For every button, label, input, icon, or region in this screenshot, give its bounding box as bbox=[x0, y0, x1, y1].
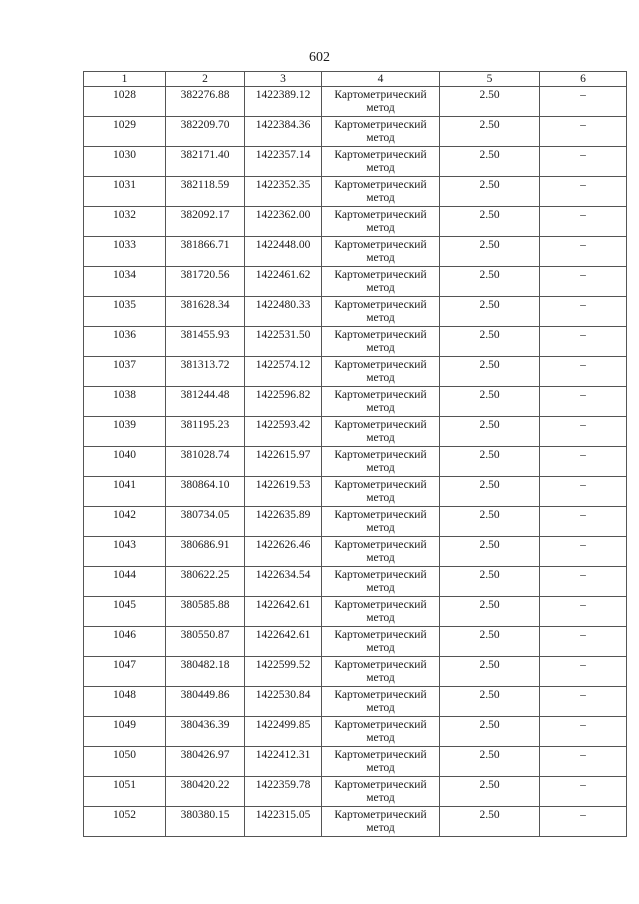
x-coordinate-cell: 382092.17 bbox=[166, 207, 245, 237]
point-number-cell: 1041 bbox=[84, 477, 166, 507]
note-cell: – bbox=[540, 207, 627, 237]
table-row bbox=[84, 747, 627, 777]
point-number-cell: 1036 bbox=[84, 327, 166, 357]
method-cell: Картометрический метод bbox=[322, 87, 440, 117]
point-number-cell: 1051 bbox=[84, 777, 166, 807]
point-number-cell: 1031 bbox=[84, 177, 166, 207]
x-coordinate-cell: 381628.34 bbox=[166, 297, 245, 327]
y-coordinate-cell: 1422357.14 bbox=[245, 147, 322, 177]
table-row bbox=[84, 267, 627, 297]
table-row bbox=[84, 567, 627, 597]
point-number-cell: 1038 bbox=[84, 387, 166, 417]
point-number-cell: 1044 bbox=[84, 567, 166, 597]
method-cell: Картометрический метод bbox=[322, 267, 440, 297]
note-cell: – bbox=[540, 507, 627, 537]
note-cell: – bbox=[540, 447, 627, 477]
method-cell: Картометрический метод bbox=[322, 147, 440, 177]
table-row bbox=[84, 657, 627, 687]
table-row bbox=[84, 627, 627, 657]
point-number-cell: 1028 bbox=[84, 87, 166, 117]
x-coordinate-cell: 380420.22 bbox=[166, 777, 245, 807]
note-cell: – bbox=[540, 267, 627, 297]
point-number-cell: 1037 bbox=[84, 357, 166, 387]
method-cell: Картометрический метод bbox=[322, 357, 440, 387]
note-cell: – bbox=[540, 537, 627, 567]
accuracy-cell: 2.50 bbox=[440, 207, 540, 237]
accuracy-cell: 2.50 bbox=[440, 567, 540, 597]
point-number-cell: 1030 bbox=[84, 147, 166, 177]
header-col-1: 1 bbox=[84, 72, 166, 87]
y-coordinate-cell: 1422593.42 bbox=[245, 417, 322, 447]
note-cell: – bbox=[540, 417, 627, 447]
accuracy-cell: 2.50 bbox=[440, 777, 540, 807]
table-row bbox=[84, 87, 627, 117]
y-coordinate-cell: 1422412.31 bbox=[245, 747, 322, 777]
accuracy-cell: 2.50 bbox=[440, 327, 540, 357]
x-coordinate-cell: 380550.87 bbox=[166, 627, 245, 657]
table-row bbox=[84, 237, 627, 267]
method-cell: Картометрический метод bbox=[322, 327, 440, 357]
point-number-cell: 1042 bbox=[84, 507, 166, 537]
accuracy-cell: 2.50 bbox=[440, 417, 540, 447]
accuracy-cell: 2.50 bbox=[440, 447, 540, 477]
method-cell: Картометрический метод bbox=[322, 297, 440, 327]
table-row bbox=[84, 537, 627, 567]
point-number-cell: 1052 bbox=[84, 807, 166, 837]
y-coordinate-cell: 1422461.62 bbox=[245, 267, 322, 297]
note-cell: – bbox=[540, 627, 627, 657]
accuracy-cell: 2.50 bbox=[440, 627, 540, 657]
x-coordinate-cell: 381720.56 bbox=[166, 267, 245, 297]
x-coordinate-cell: 380686.91 bbox=[166, 537, 245, 567]
point-number-cell: 1034 bbox=[84, 267, 166, 297]
x-coordinate-cell: 380449.86 bbox=[166, 687, 245, 717]
table-row bbox=[84, 117, 627, 147]
note-cell: – bbox=[540, 147, 627, 177]
header-col-2: 2 bbox=[166, 72, 245, 87]
accuracy-cell: 2.50 bbox=[440, 687, 540, 717]
note-cell: – bbox=[540, 387, 627, 417]
x-coordinate-cell: 380380.15 bbox=[166, 807, 245, 837]
y-coordinate-cell: 1422599.52 bbox=[245, 657, 322, 687]
point-number-cell: 1050 bbox=[84, 747, 166, 777]
point-number-cell: 1033 bbox=[84, 237, 166, 267]
note-cell: – bbox=[540, 357, 627, 387]
accuracy-cell: 2.50 bbox=[440, 807, 540, 837]
point-number-cell: 1032 bbox=[84, 207, 166, 237]
point-number-cell: 1040 bbox=[84, 447, 166, 477]
method-cell: Картометрический метод bbox=[322, 447, 440, 477]
method-cell: Картометрический метод bbox=[322, 777, 440, 807]
accuracy-cell: 2.50 bbox=[440, 507, 540, 537]
y-coordinate-cell: 1422615.97 bbox=[245, 447, 322, 477]
x-coordinate-cell: 380622.25 bbox=[166, 567, 245, 597]
accuracy-cell: 2.50 bbox=[440, 387, 540, 417]
y-coordinate-cell: 1422642.61 bbox=[245, 627, 322, 657]
method-cell: Картометрический метод bbox=[322, 717, 440, 747]
point-number-cell: 1045 bbox=[84, 597, 166, 627]
y-coordinate-cell: 1422384.36 bbox=[245, 117, 322, 147]
accuracy-cell: 2.50 bbox=[440, 717, 540, 747]
header-col-3: 3 bbox=[245, 72, 322, 87]
x-coordinate-cell: 382171.40 bbox=[166, 147, 245, 177]
note-cell: – bbox=[540, 237, 627, 267]
point-number-cell: 1048 bbox=[84, 687, 166, 717]
y-coordinate-cell: 1422530.84 bbox=[245, 687, 322, 717]
x-coordinate-cell: 380482.18 bbox=[166, 657, 245, 687]
point-number-cell: 1035 bbox=[84, 297, 166, 327]
table-row bbox=[84, 687, 627, 717]
note-cell: – bbox=[540, 327, 627, 357]
x-coordinate-cell: 381455.93 bbox=[166, 327, 245, 357]
accuracy-cell: 2.50 bbox=[440, 747, 540, 777]
point-number-cell: 1047 bbox=[84, 657, 166, 687]
accuracy-cell: 2.50 bbox=[440, 537, 540, 567]
table-row bbox=[84, 477, 627, 507]
x-coordinate-cell: 381313.72 bbox=[166, 357, 245, 387]
x-coordinate-cell: 380864.10 bbox=[166, 477, 245, 507]
method-cell: Картометрический метод bbox=[322, 177, 440, 207]
coordinates-table bbox=[83, 71, 627, 837]
method-cell: Картометрический метод bbox=[322, 537, 440, 567]
x-coordinate-cell: 382209.70 bbox=[166, 117, 245, 147]
note-cell: – bbox=[540, 117, 627, 147]
x-coordinate-cell: 380734.05 bbox=[166, 507, 245, 537]
accuracy-cell: 2.50 bbox=[440, 237, 540, 267]
accuracy-cell: 2.50 bbox=[440, 177, 540, 207]
table-row bbox=[84, 507, 627, 537]
method-cell: Картометрический метод bbox=[322, 387, 440, 417]
point-number-cell: 1046 bbox=[84, 627, 166, 657]
method-cell: Картометрический метод bbox=[322, 807, 440, 837]
method-cell: Картометрический метод bbox=[322, 657, 440, 687]
point-number-cell: 1029 bbox=[84, 117, 166, 147]
x-coordinate-cell: 382118.59 bbox=[166, 177, 245, 207]
point-number-cell: 1049 bbox=[84, 717, 166, 747]
y-coordinate-cell: 1422315.05 bbox=[245, 807, 322, 837]
y-coordinate-cell: 1422596.82 bbox=[245, 387, 322, 417]
y-coordinate-cell: 1422480.33 bbox=[245, 297, 322, 327]
table-row bbox=[84, 147, 627, 177]
note-cell: – bbox=[540, 597, 627, 627]
method-cell: Картометрический метод bbox=[322, 747, 440, 777]
table-row bbox=[84, 177, 627, 207]
header-col-4: 4 bbox=[322, 72, 440, 87]
x-coordinate-cell: 380585.88 bbox=[166, 597, 245, 627]
table-row bbox=[84, 777, 627, 807]
table-body bbox=[84, 87, 627, 837]
note-cell: – bbox=[540, 297, 627, 327]
x-coordinate-cell: 381028.74 bbox=[166, 447, 245, 477]
y-coordinate-cell: 1422635.89 bbox=[245, 507, 322, 537]
method-cell: Картометрический метод bbox=[322, 507, 440, 537]
page-number: 602 bbox=[309, 50, 330, 65]
table-row bbox=[84, 807, 627, 837]
note-cell: – bbox=[540, 177, 627, 207]
x-coordinate-cell: 381244.48 bbox=[166, 387, 245, 417]
y-coordinate-cell: 1422619.53 bbox=[245, 477, 322, 507]
method-cell: Картометрический метод bbox=[322, 207, 440, 237]
method-cell: Картометрический метод bbox=[322, 477, 440, 507]
y-coordinate-cell: 1422531.50 bbox=[245, 327, 322, 357]
y-coordinate-cell: 1422352.35 bbox=[245, 177, 322, 207]
header-col-6: 6 bbox=[540, 72, 627, 87]
table-row bbox=[84, 447, 627, 477]
accuracy-cell: 2.50 bbox=[440, 477, 540, 507]
table-row bbox=[84, 717, 627, 747]
y-coordinate-cell: 1422359.78 bbox=[245, 777, 322, 807]
accuracy-cell: 2.50 bbox=[440, 117, 540, 147]
accuracy-cell: 2.50 bbox=[440, 147, 540, 177]
note-cell: – bbox=[540, 687, 627, 717]
note-cell: – bbox=[540, 747, 627, 777]
method-cell: Картометрический метод bbox=[322, 117, 440, 147]
y-coordinate-cell: 1422574.12 bbox=[245, 357, 322, 387]
note-cell: – bbox=[540, 807, 627, 837]
y-coordinate-cell: 1422642.61 bbox=[245, 597, 322, 627]
table-row bbox=[84, 207, 627, 237]
method-cell: Картометрический метод bbox=[322, 597, 440, 627]
note-cell: – bbox=[540, 567, 627, 597]
accuracy-cell: 2.50 bbox=[440, 657, 540, 687]
table-row bbox=[84, 597, 627, 627]
accuracy-cell: 2.50 bbox=[440, 597, 540, 627]
table-row bbox=[84, 387, 627, 417]
x-coordinate-cell: 382276.88 bbox=[166, 87, 245, 117]
method-cell: Картометрический метод bbox=[322, 237, 440, 267]
table-row bbox=[84, 327, 627, 357]
point-number-cell: 1039 bbox=[84, 417, 166, 447]
y-coordinate-cell: 1422362.00 bbox=[245, 207, 322, 237]
point-number-cell: 1043 bbox=[84, 537, 166, 567]
note-cell: – bbox=[540, 657, 627, 687]
method-cell: Картометрический метод bbox=[322, 687, 440, 717]
header-col-5: 5 bbox=[440, 72, 540, 87]
y-coordinate-cell: 1422626.46 bbox=[245, 537, 322, 567]
y-coordinate-cell: 1422448.00 bbox=[245, 237, 322, 267]
table-row bbox=[84, 357, 627, 387]
x-coordinate-cell: 381866.71 bbox=[166, 237, 245, 267]
note-cell: – bbox=[540, 717, 627, 747]
note-cell: – bbox=[540, 777, 627, 807]
table-row bbox=[84, 417, 627, 447]
y-coordinate-cell: 1422634.54 bbox=[245, 567, 322, 597]
method-cell: Картометрический метод bbox=[322, 417, 440, 447]
method-cell: Картометрический метод bbox=[322, 627, 440, 657]
y-coordinate-cell: 1422499.85 bbox=[245, 717, 322, 747]
x-coordinate-cell: 380436.39 bbox=[166, 717, 245, 747]
x-coordinate-cell: 380426.97 bbox=[166, 747, 245, 777]
accuracy-cell: 2.50 bbox=[440, 357, 540, 387]
x-coordinate-cell: 381195.23 bbox=[166, 417, 245, 447]
method-cell: Картометрический метод bbox=[322, 567, 440, 597]
table-row bbox=[84, 297, 627, 327]
accuracy-cell: 2.50 bbox=[440, 87, 540, 117]
note-cell: – bbox=[540, 477, 627, 507]
accuracy-cell: 2.50 bbox=[440, 267, 540, 297]
accuracy-cell: 2.50 bbox=[440, 297, 540, 327]
y-coordinate-cell: 1422389.12 bbox=[245, 87, 322, 117]
header-row bbox=[84, 72, 627, 87]
note-cell: – bbox=[540, 87, 627, 117]
